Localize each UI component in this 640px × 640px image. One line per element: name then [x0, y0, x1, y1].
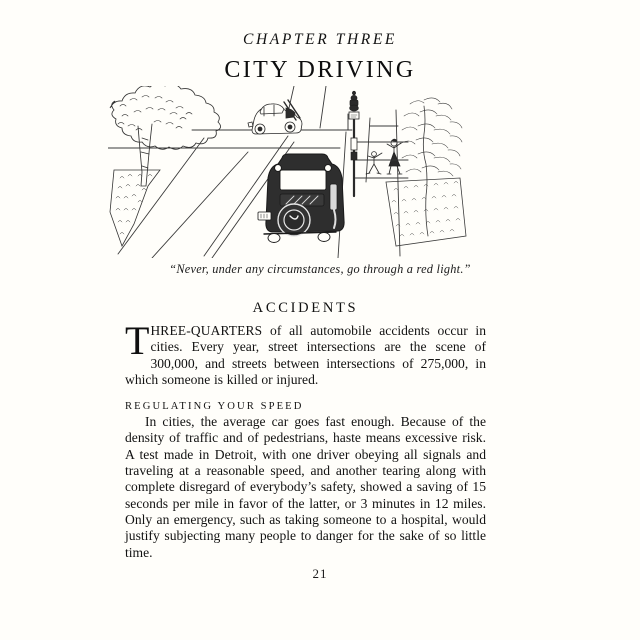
- accidents-paragraph-text: of all automobile accidents occur in cities. Every year, street intersections are the scene of 300,000, and streets between intersections of 275,000, in which someone is killed or injured.: [125, 323, 486, 387]
- tree-left-icon: [110, 86, 221, 246]
- section-heading-accidents: ACCIDENTS: [252, 300, 359, 316]
- page-number: 21: [312, 566, 328, 581]
- lead-smallcaps: HREE-QUARTERS: [150, 323, 263, 338]
- chapter-label: CHAPTER THREE: [243, 31, 397, 48]
- page-title: CITY DRIVING: [224, 57, 416, 83]
- small-car-background-icon: [248, 100, 302, 134]
- text-column: [125, 300, 486, 561]
- pedestrian-woman-icon: [387, 139, 402, 174]
- large-car-foreground-icon: [258, 154, 344, 243]
- illustration-caption: “Never, under any circumstances, go through a red light.”: [169, 262, 471, 276]
- city-intersection-illustration: [108, 86, 492, 258]
- accidents-paragraph: [125, 318, 486, 388]
- subheading-regulating-your-speed: REGULATING YOUR SPEED: [125, 401, 304, 413]
- drop-cap: T: [125, 318, 150, 363]
- pedestrian-child-icon: [366, 152, 382, 174]
- speed-paragraph: In cities, the average car goes fast enough. Because of the density of traffic and of pedestrians, haste means excessive risk. A test made in Detroit, with one driver obeying all signals and traveling at a reasonable speed, and another tearing along with complete disregard of everybody’s safety, showed a saving of 15 seconds per mile in favor of the latter, or 3 minutes in 12 miles. Only an emergency, such as taking someone to a hospital, would justify subjecting many people to danger for the sake of so little time.: [125, 414, 486, 560]
- traffic-light-icon: [348, 91, 359, 196]
